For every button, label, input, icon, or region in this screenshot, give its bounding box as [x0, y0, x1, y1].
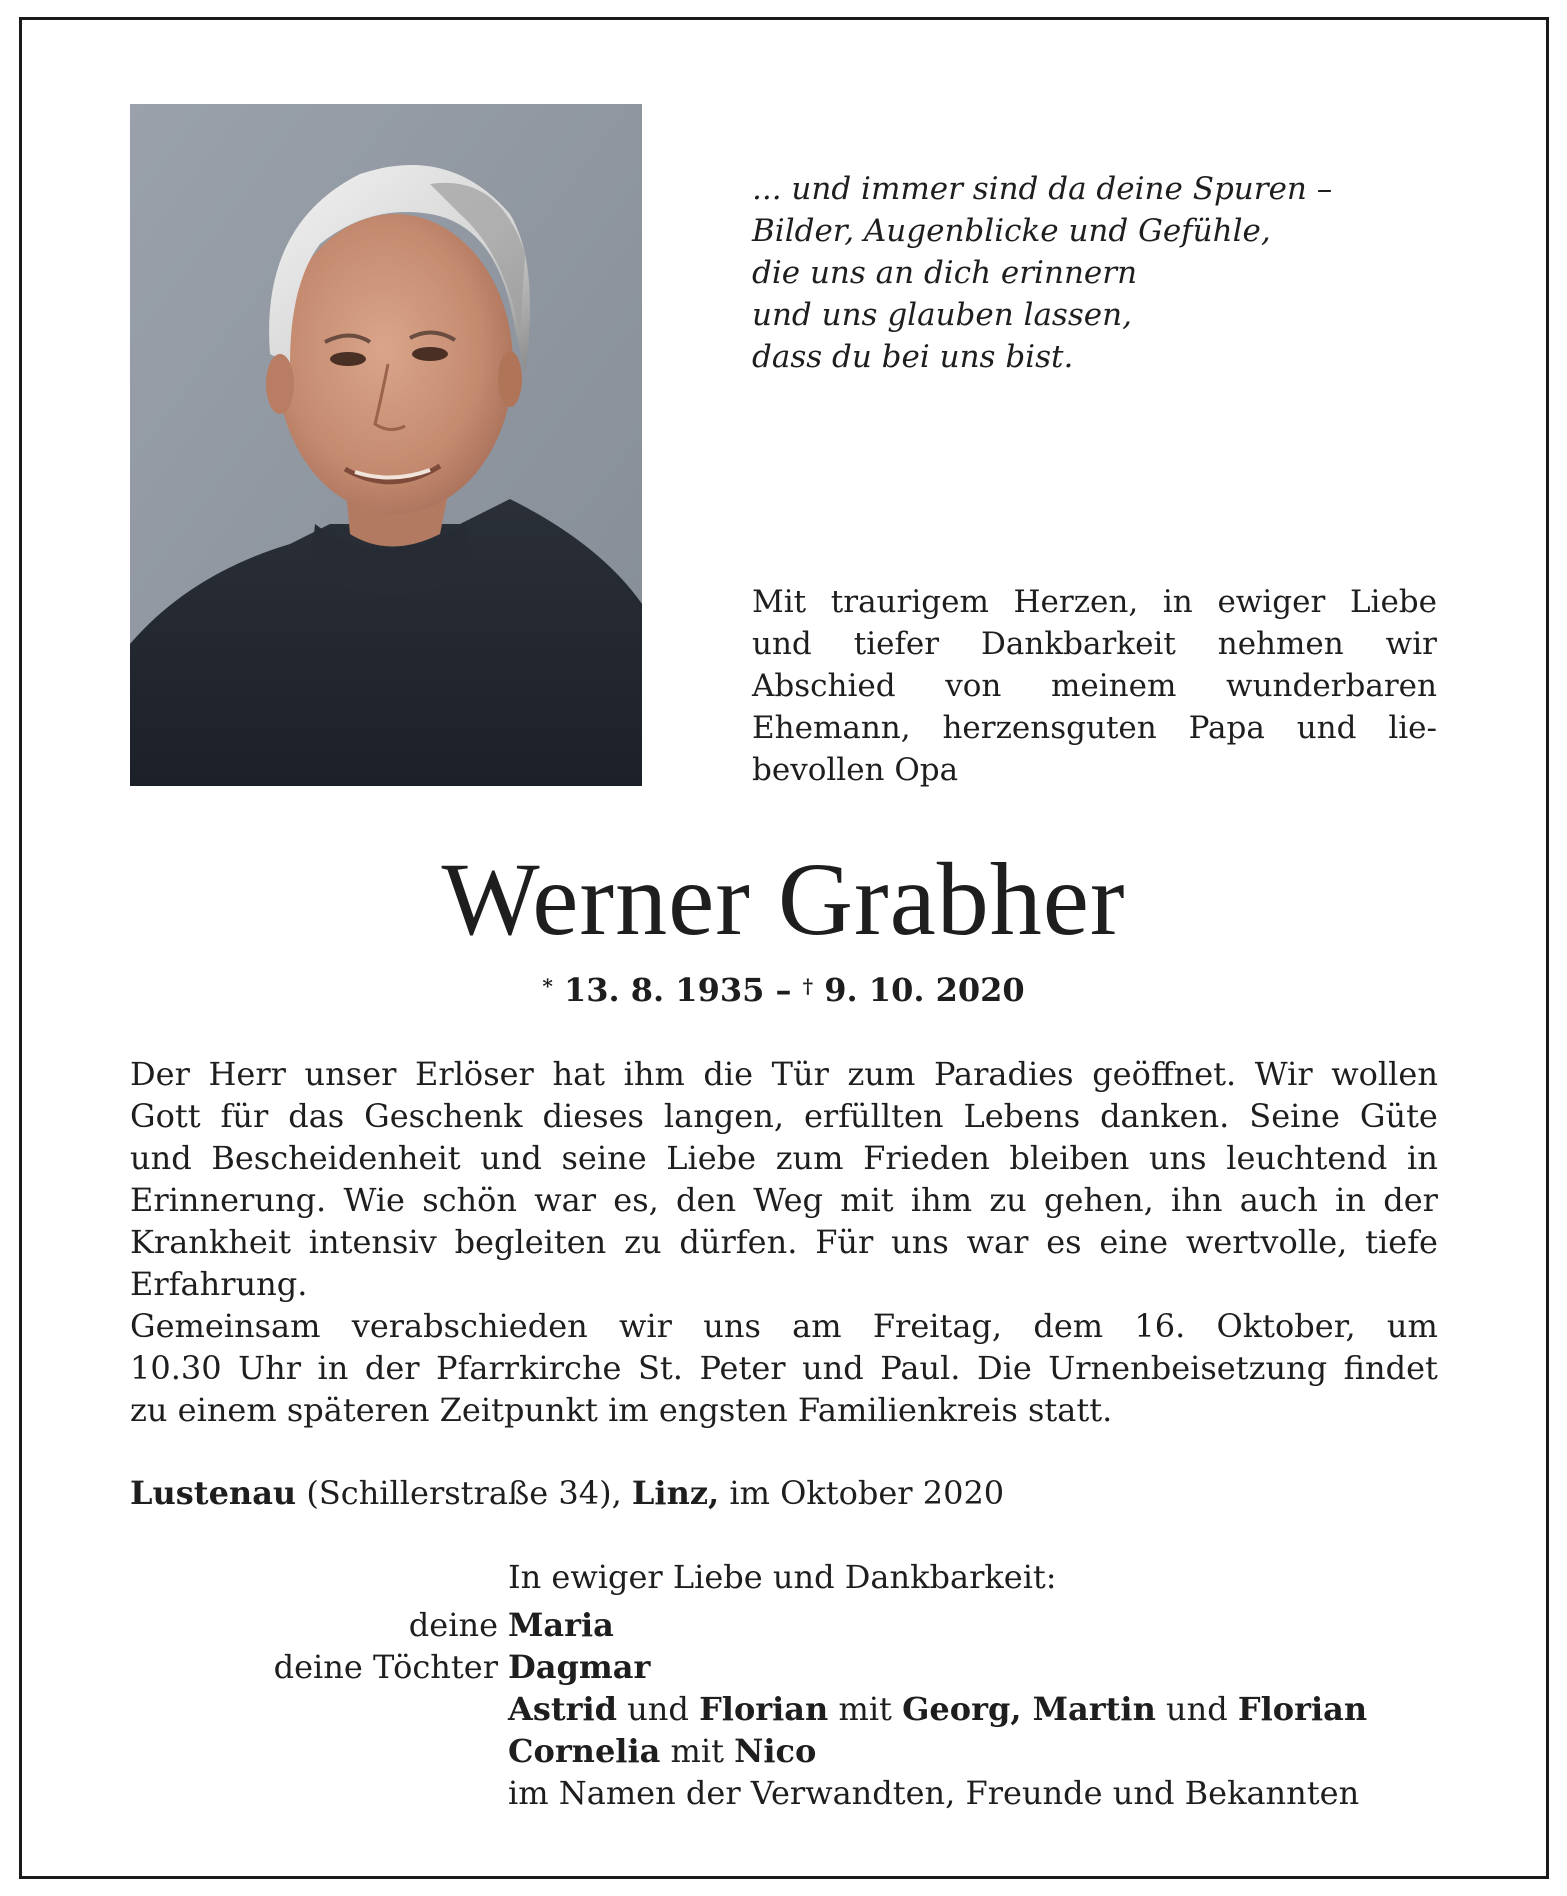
- place-date: im Oktober 2020: [719, 1474, 1005, 1512]
- word: meinem: [1051, 668, 1177, 704]
- word: wertvolle,: [1185, 1223, 1348, 1261]
- mourner-name: Florian: [699, 1690, 829, 1728]
- word: wir: [1385, 626, 1437, 662]
- word: zum: [847, 1055, 916, 1093]
- word: in: [1162, 584, 1193, 620]
- word: Ehemann,: [752, 710, 911, 746]
- word: das: [288, 1097, 345, 1135]
- word: wunderbaren: [1226, 668, 1437, 704]
- body-line: [130, 1095, 1438, 1137]
- word: Tür: [771, 1055, 829, 1093]
- portrait-photo: [130, 104, 642, 786]
- word: es: [1046, 1223, 1082, 1261]
- word: und: [1296, 710, 1357, 746]
- date-separator: –: [775, 971, 792, 1009]
- mourner-name: Dagmar: [508, 1648, 651, 1686]
- body-line: [130, 1179, 1438, 1221]
- word: Erlöser: [415, 1055, 534, 1093]
- word: unser: [304, 1055, 397, 1093]
- word: am: [792, 1307, 842, 1345]
- word: in: [317, 1349, 349, 1387]
- body-line: Erfahrung.: [130, 1265, 308, 1303]
- word: Der: [130, 1055, 190, 1093]
- poem-verse: [752, 168, 1452, 378]
- body-line: [130, 1305, 1438, 1347]
- signature-connector: mit: [660, 1732, 735, 1770]
- body-text: [130, 1053, 1438, 1431]
- word: Gott: [130, 1097, 201, 1135]
- word: Herr: [208, 1055, 286, 1093]
- mourner-name: Cornelia: [508, 1732, 661, 1770]
- poem-line: die uns an dich erinnern: [752, 255, 1138, 291]
- word: Urnenbeisetzung: [1048, 1349, 1328, 1387]
- word: herzensguten: [942, 710, 1157, 746]
- poem-line: Bilder, Augenblicke und Gefühle,: [752, 213, 1271, 249]
- word: ihm: [623, 1055, 685, 1093]
- poem-line: dass du bei uns bist.: [752, 339, 1074, 375]
- intro-paragraph: [752, 581, 1437, 791]
- word: uns: [1148, 1139, 1207, 1177]
- word: Geschenk: [364, 1097, 523, 1135]
- word: dieses: [542, 1097, 644, 1135]
- signature-connector: und: [1155, 1690, 1238, 1728]
- word: 10.30: [130, 1349, 222, 1387]
- word: Paradies: [933, 1055, 1074, 1093]
- word: tiefer: [853, 626, 940, 662]
- mourner-name: Astrid: [508, 1690, 618, 1728]
- word: nehmen: [1217, 626, 1344, 662]
- signature-names: [508, 1688, 1367, 1730]
- intro-line: [752, 707, 1437, 749]
- word: Gemeinsam: [130, 1307, 321, 1345]
- word: in: [1335, 1181, 1366, 1219]
- word: Wie: [343, 1181, 405, 1219]
- place-city-lustenau: Lustenau: [130, 1474, 297, 1512]
- word: Die: [976, 1349, 1032, 1387]
- signature-names: [508, 1730, 816, 1772]
- body-line: [130, 1053, 1438, 1095]
- word: Erinnerung.: [130, 1181, 327, 1219]
- intro-line: [752, 665, 1437, 707]
- birth-date: 13. 8. 1935: [563, 971, 765, 1009]
- word: mit: [840, 1181, 894, 1219]
- word: Pfarrkirche: [436, 1349, 622, 1387]
- word: und: [480, 1139, 542, 1177]
- word: Herzen,: [1013, 584, 1139, 620]
- word: Frieden: [863, 1139, 990, 1177]
- deceased-name: Werner Grabher: [441, 842, 1126, 957]
- word: es,: [613, 1181, 659, 1219]
- word: auch: [1239, 1181, 1318, 1219]
- word: in: [1407, 1139, 1438, 1177]
- word: Abschied: [752, 668, 896, 704]
- mourner-name: Nico: [734, 1732, 817, 1770]
- word: leuchtend: [1226, 1139, 1388, 1177]
- mourner-name: Georg, Martin: [902, 1690, 1156, 1728]
- word: und: [130, 1139, 192, 1177]
- word: Für: [815, 1223, 874, 1261]
- word: erfüllten: [803, 1097, 944, 1135]
- word: zu: [624, 1223, 662, 1261]
- word: eine: [1099, 1223, 1169, 1261]
- word: Bescheidenheit: [211, 1139, 461, 1177]
- word: war: [966, 1223, 1029, 1261]
- word: wollen: [1331, 1055, 1438, 1093]
- word: Papa: [1188, 710, 1265, 746]
- word: intensiv: [308, 1223, 437, 1261]
- word: um: [1386, 1307, 1438, 1345]
- word: uns: [891, 1223, 949, 1261]
- signature-relation: deine Töchter: [273, 1648, 498, 1686]
- word: Uhr: [238, 1349, 301, 1387]
- mourner-name: Maria: [508, 1606, 614, 1644]
- word: zu: [989, 1181, 1027, 1219]
- word: bleiben: [1009, 1139, 1130, 1177]
- word: danken.: [1100, 1097, 1230, 1135]
- word: Paul.: [880, 1349, 961, 1387]
- word: traurigem: [830, 584, 989, 620]
- word: Wir: [1254, 1055, 1313, 1093]
- word: Liebe: [666, 1139, 757, 1177]
- word: Güte: [1359, 1097, 1438, 1135]
- poem-line: ... und immer sind da deine Spuren –: [752, 171, 1333, 207]
- word: der: [364, 1349, 420, 1387]
- word: Liebe: [1349, 584, 1437, 620]
- body-line: zu einem späteren Zeitpunkt im engsten Familienkreis statt.: [130, 1391, 1113, 1429]
- word: begleiten: [454, 1223, 607, 1261]
- poem-line: und uns glauben lassen,: [752, 297, 1132, 333]
- word: Peter: [699, 1349, 786, 1387]
- word: tiefe: [1365, 1223, 1438, 1261]
- word: die: [703, 1055, 754, 1093]
- word: Lebens: [963, 1097, 1081, 1135]
- word: findet: [1343, 1349, 1438, 1387]
- birth-symbol: *: [542, 974, 553, 998]
- word: Krankheit: [130, 1223, 291, 1261]
- word: und: [802, 1349, 864, 1387]
- body-line: [130, 1221, 1438, 1263]
- word: hat: [552, 1055, 605, 1093]
- word: seine: [561, 1139, 647, 1177]
- word: von: [945, 668, 1002, 704]
- word: zum: [775, 1139, 844, 1177]
- death-date: 9. 10. 2020: [824, 971, 1025, 1009]
- word: Seine: [1249, 1097, 1340, 1135]
- word: St.: [637, 1349, 683, 1387]
- word: verabschieden: [351, 1307, 588, 1345]
- word: den: [676, 1181, 737, 1219]
- signature-connector: und: [617, 1690, 700, 1728]
- signature-names: [508, 1646, 650, 1688]
- word: Freitag,: [872, 1307, 1003, 1345]
- signature-relation: deine: [408, 1606, 498, 1644]
- portrait-image: [130, 104, 642, 786]
- word: Oktober,: [1216, 1307, 1356, 1345]
- signature-connector: im Namen der Verwandten, Freunde und Bekannten: [508, 1774, 1360, 1812]
- intro-line: [752, 623, 1437, 665]
- word: 16.: [1134, 1307, 1186, 1345]
- word: ihm: [910, 1181, 973, 1219]
- body-line: [130, 1137, 1438, 1179]
- signature-names: [508, 1772, 1359, 1814]
- word: ewiger: [1217, 584, 1326, 620]
- word: Dankbarkeit: [981, 626, 1176, 662]
- word: für: [220, 1097, 269, 1135]
- word: der: [1383, 1181, 1438, 1219]
- intro-line: [752, 581, 1437, 623]
- word: langen,: [663, 1097, 784, 1135]
- word: und: [752, 626, 812, 662]
- word: gehen,: [1044, 1181, 1154, 1219]
- word: dem: [1033, 1307, 1104, 1345]
- life-dates: [0, 968, 1567, 1012]
- word: schön: [422, 1181, 518, 1219]
- signature-heading: In ewiger Liebe und Dankbarkeit:: [508, 1558, 1057, 1596]
- word: Weg: [753, 1181, 823, 1219]
- intro-line: bevollen Opa: [752, 752, 959, 788]
- place-city-linz: Linz,: [631, 1474, 720, 1512]
- place-address: (Schillerstraße 34),: [296, 1474, 632, 1512]
- word: dürfen.: [679, 1223, 798, 1261]
- body-line: [130, 1347, 1438, 1389]
- word: Mit: [752, 584, 807, 620]
- word: wir: [619, 1307, 672, 1345]
- word: lie-: [1388, 710, 1437, 746]
- word: uns: [703, 1307, 761, 1345]
- death-symbol: †: [802, 974, 814, 998]
- signature-names: [508, 1604, 614, 1646]
- place-and-date: [130, 1472, 1430, 1514]
- word: ihn: [1171, 1181, 1223, 1219]
- word: geöffnet.: [1092, 1055, 1237, 1093]
- word: war: [534, 1181, 597, 1219]
- mourner-name: Florian: [1237, 1690, 1368, 1728]
- signature-connector: mit: [828, 1690, 903, 1728]
